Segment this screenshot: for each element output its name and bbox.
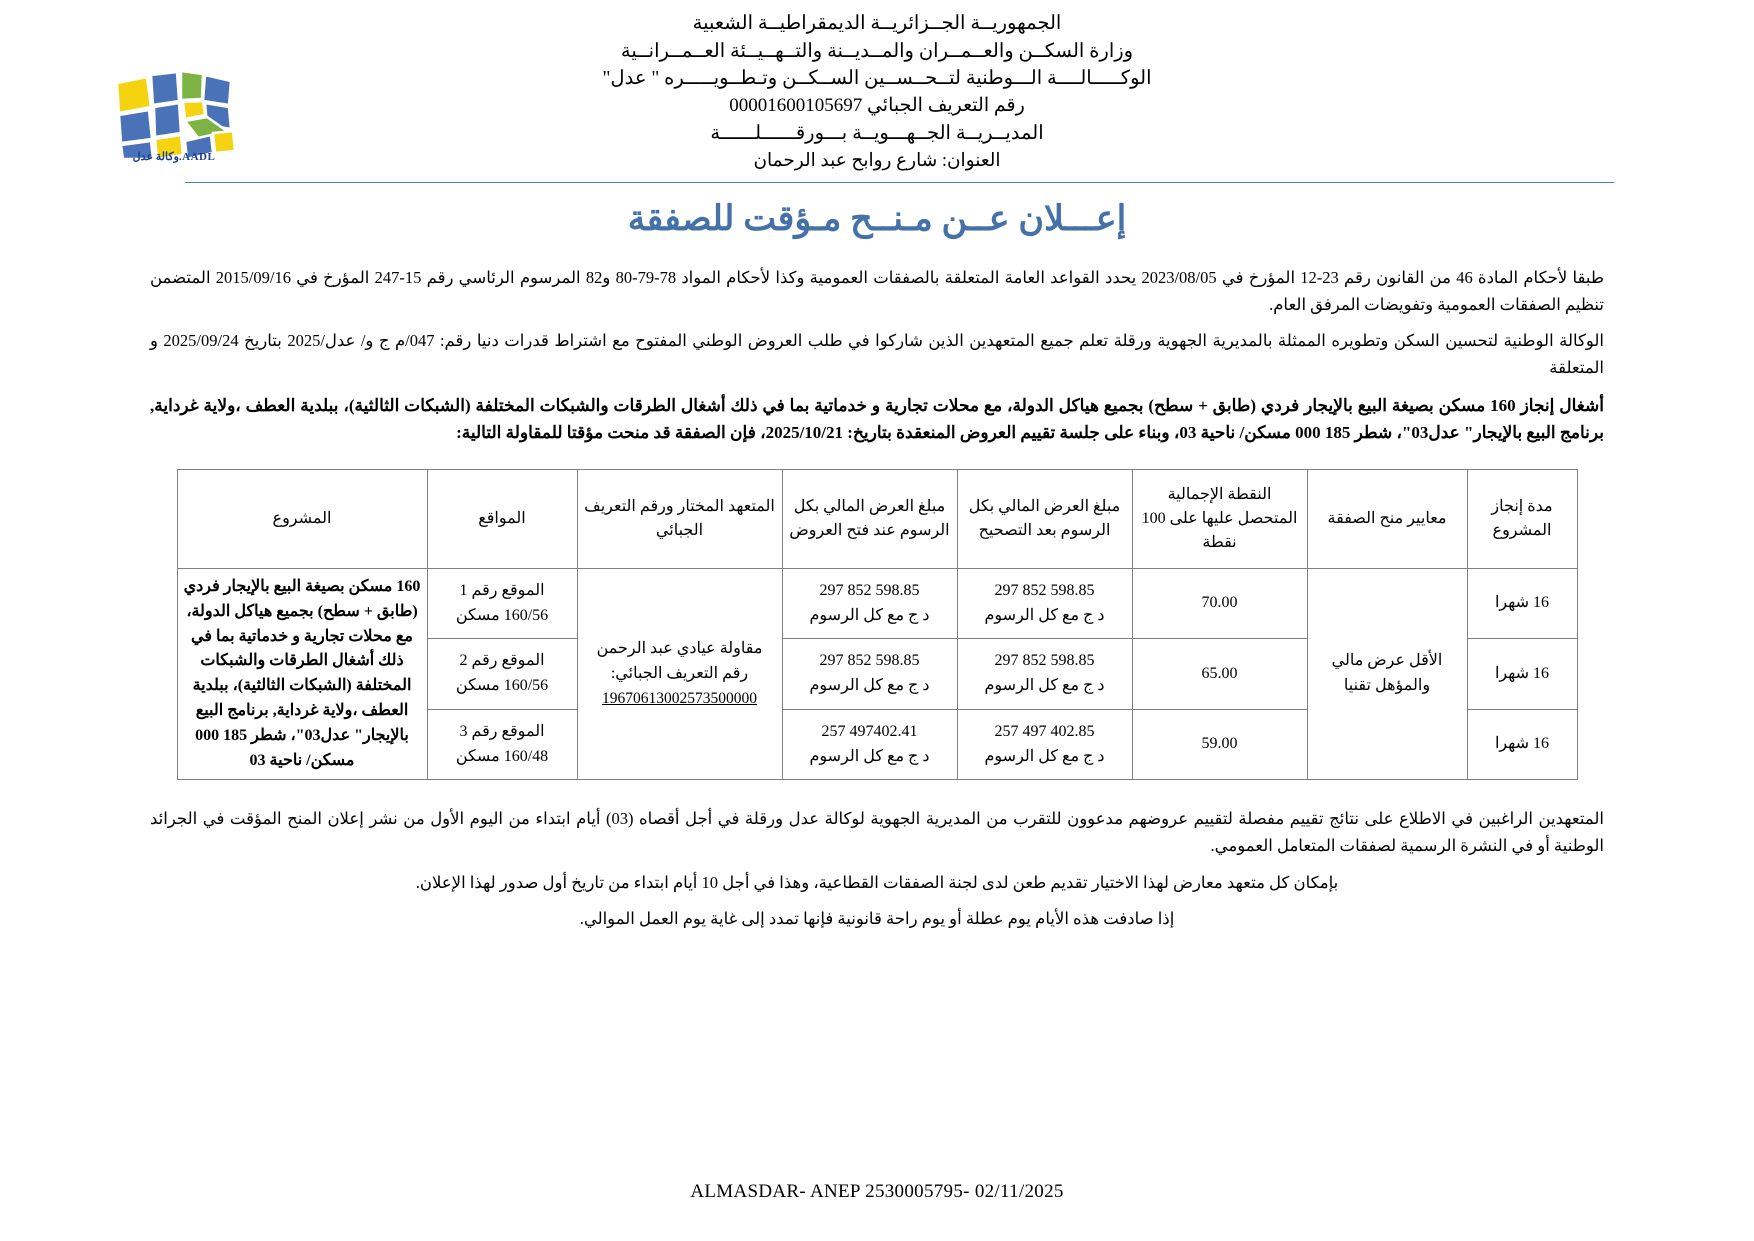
amount-corrected-unit-3: د ج مع كل الرسوم bbox=[984, 747, 1105, 765]
header-divider bbox=[185, 182, 1614, 183]
amount-open-unit-2: د ج مع كل الرسوم bbox=[809, 677, 930, 695]
header-duration: مدة إنجاز المشروع bbox=[1467, 469, 1577, 568]
bidder-name: مقاولة عيادي عبد الرحمن bbox=[596, 639, 763, 657]
header-line-agency: الوكـــــالــــة الـــوطنية لتــحــســين الســكــن وتـطــويـــــره " عدل" bbox=[602, 68, 1152, 90]
document-header bbox=[0, 0, 1754, 183]
header-sites: المواقع bbox=[427, 469, 577, 568]
header-text-lines bbox=[0, 10, 1754, 174]
site-label-1: الموقع رقم 1 bbox=[459, 581, 545, 599]
cell-amount-corrected-1 bbox=[957, 568, 1132, 638]
header-amount-open: مبلغ العرض المالي بكل الرسوم عند فتح العروض bbox=[782, 469, 957, 568]
amount-open-value-2: 297 852 598.85 bbox=[819, 652, 920, 670]
cell-amount-corrected-3 bbox=[957, 709, 1132, 779]
amount-corrected-value-2: 297 852 598.85 bbox=[994, 652, 1095, 670]
header-bidder: المتعهد المختار ورقم التعريف الجبائي bbox=[577, 469, 782, 568]
page-title: إعـــلان عــن مـنــح مـؤقت للصفقة bbox=[627, 198, 1127, 238]
site-units-1: 160/56 مسكن bbox=[455, 606, 549, 624]
cell-site-1 bbox=[427, 568, 577, 638]
paragraph-project-scope: أشغال إنجاز 160 مسكن بصيغة البيع بالإيجار فردي (طابق + سطح) بجميع هياكل الدولة، مع محلات تجارية و خدماتية بما في ذلك أشغال الطرقات والشبكات المختلفة (الشبكات الثالثية)، ببلدية العطف ،ولاية غرداية, برنامج البيع بالإيجار" عدل03"، شطر 185 000 مسكن/ ناحية 03، وبناء على جلسة تقييم العروض المنعقدة بتاريخ: 2025/10/21، فإن الصفقة قد منحت مؤقتا للمقاولة التالية: bbox=[150, 395, 1604, 443]
site-label-3: الموقع رقم 3 bbox=[459, 722, 545, 740]
cell-site-2 bbox=[427, 639, 577, 709]
paragraph-legal-basis: طبقا لأحكام المادة 46 من القانون رقم 23-12 المؤرخ في 2023/08/05 يحدد القواعد العامة المتعلقة بالصفقات العمومية وكذا لأحكام المواد 78-79-80 و82 المرسوم الرئاسي رقم 15-247 المؤرخ في 2015/09/16 المتضمن تنظيم الصفقات العمومية وتفويضات المرفق العام. bbox=[150, 267, 1605, 314]
bidder-nif-value: 19670613002573500000 bbox=[602, 689, 757, 707]
amount-open-value-1: 297 852 598.85 bbox=[819, 581, 920, 599]
cell-score-1: 70.00 bbox=[1132, 568, 1307, 638]
header-line-tax-id: رقم التعريف الجبائي 00001600105697 bbox=[729, 95, 1025, 117]
table-row bbox=[177, 568, 1577, 638]
cell-duration-3: 16 شهرا bbox=[1467, 709, 1577, 779]
amount-corrected-unit-2: د ج مع كل الرسوم bbox=[984, 677, 1105, 695]
header-amount-corrected: مبلغ العرض المالي بكل الرسوم بعد التصحيح bbox=[957, 469, 1132, 568]
cell-amount-open-1 bbox=[782, 568, 957, 638]
header-line-address: العنوان: شارع روابح عبد الرحمان bbox=[753, 150, 1001, 171]
header-line-republic: الجمهوريــة الجــزائريــة الديمقراطيــة الشعبية bbox=[692, 13, 1062, 34]
header-project: المشروع bbox=[177, 469, 427, 568]
cell-duration-1: 16 شهرا bbox=[1467, 568, 1577, 638]
note-holiday: إذا صادفت هذه الأيام يوم عطلة أو يوم راحة قانونية فإنها تمدد إلى غاية يوم العمل الموالي. bbox=[579, 909, 1175, 929]
cell-bidder bbox=[577, 568, 782, 779]
aadl-logo-caption: AADL.وكالة عدل bbox=[132, 151, 216, 163]
cell-criteria: الأقل عرض مالي والمؤهل تقنيا bbox=[1307, 568, 1467, 779]
header-line-directorate: المديــريــة الجــهـــويــة بـــورقــــــلــــــة bbox=[710, 123, 1044, 145]
cell-amount-open-2 bbox=[782, 639, 957, 709]
site-units-2: 160/56 مسكن bbox=[455, 677, 549, 695]
cell-score-3: 59.00 bbox=[1132, 709, 1307, 779]
header-line-ministry: وزارة السكــن والعــمــران والمــديــنة والتــهــيــئة العــمــرانــية bbox=[620, 40, 1134, 62]
header-criteria: معايير منح الصفقة bbox=[1307, 469, 1467, 568]
site-units-3: 160/48 مسكن bbox=[455, 747, 549, 765]
award-table bbox=[177, 469, 1578, 780]
note-consultation: المتعهدين الراغبين في الاطلاع على نتائج تقييم مفصلة لتقييم عروضهم مدعوون للتقرب من المديرية الجهوية لوكالة عدل ورقلة في أجل أقصاه (03) أيام ابتداء من اليوم الأول من نشر إعلان المنح المؤقت في الجرائد الوطنية أو في النشرة الرسمية لصفقات المتعامل العمومي. bbox=[150, 809, 1604, 856]
footer-notes bbox=[150, 806, 1604, 933]
table-header-row bbox=[177, 469, 1577, 568]
bidder-nif-label: رقم التعريف الجبائي: bbox=[610, 664, 749, 682]
cell-site-3 bbox=[427, 709, 577, 779]
amount-corrected-value-1: 297 852 598.85 bbox=[994, 581, 1095, 599]
amount-corrected-value-3: 257 497 402.85 bbox=[994, 722, 1095, 740]
anep-reference: ALMASDAR- ANEP 2530005795- 02/11/2025 bbox=[690, 1181, 1064, 1202]
cell-score-2: 65.00 bbox=[1132, 639, 1307, 709]
cell-duration-2: 16 شهرا bbox=[1467, 639, 1577, 709]
amount-open-unit-1: د ج مع كل الرسوم bbox=[809, 606, 930, 624]
cell-amount-open-3 bbox=[782, 709, 957, 779]
site-label-2: الموقع رقم 2 bbox=[459, 652, 545, 670]
amount-open-value-3: 257 497402.41 bbox=[821, 722, 918, 740]
note-appeal: بإمكان كل متعهد معارض لهذا الاختيار تقديم طعن لدى لجنة الصفقات القطاعية، وهذا في أجل 10 أيام ابتداء من تاريخ أول صدور لهذا الإعلان. bbox=[415, 872, 1339, 892]
paragraph-announcement: الوكالة الوطنية لتحسين السكن وتطويره الممثلة بالمديرية الجهوية ورقلة تعلم جميع المتعهدين الذين شاركوا في طلب العروض الوطني المفتوح مع اشتراط قدرات دنيا رقم: 047/م ج و/ عدل/2025 بتاريخ 2025/09/24 و المتعلقة bbox=[150, 331, 1604, 378]
header-total-score: النقطة الإجمالية المتحصل عليها على 100 نقطة bbox=[1132, 469, 1307, 568]
intro-section bbox=[150, 265, 1604, 447]
amount-open-unit-3: د ج مع كل الرسوم bbox=[809, 747, 930, 765]
amount-corrected-unit-1: د ج مع كل الرسوم bbox=[984, 606, 1105, 624]
cell-project: 160 مسكن بصيغة البيع بالإيجار فردي (طابق + سطح) بجميع هياكل الدولة، مع محلات تجارية و خدماتية بما في ذلك أشغال الطرقات والشبكات المختلفة (الشبكات الثالثية)، ببلدية العطف ،ولاية غرداية, برنامج البيع بالإيجار" عدل03"، شطر 185 000 مسكن/ ناحية 03 bbox=[177, 568, 427, 779]
cell-amount-corrected-2 bbox=[957, 639, 1132, 709]
